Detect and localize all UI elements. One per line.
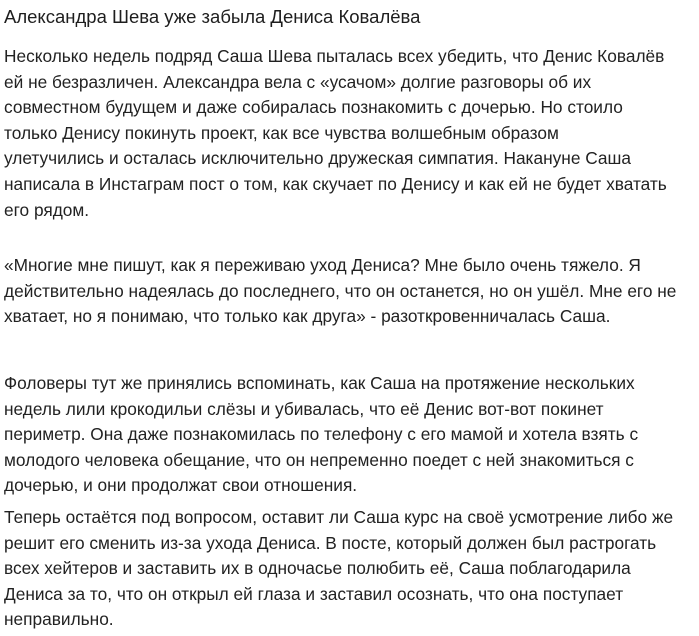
- paragraph-line: улетучились и осталась исключительно дружеская симпатия. Накануне Саша: [4, 148, 632, 169]
- paragraph-line: неправильно.: [4, 609, 114, 630]
- paragraph-line: Несколько недель подряд Саша Шева пыталась всех убедить, что Денис Ковалёв: [4, 46, 665, 66]
- paragraph-line: его рядом.: [4, 199, 90, 220]
- paragraph-line: молодого человека обещание, что он непременно поедет с ней знакомиться с: [4, 449, 634, 470]
- article-paragraph-quote: [4, 253, 676, 330]
- paragraph-line: только Денису покинуть проект, как все чувства волшебным образом: [4, 122, 559, 143]
- article-title: Александра Шева уже забыла Дениса Ковалёва: [4, 6, 421, 27]
- paragraph-line: написала в Инстаграм пост о том, как скучает по Денису и как ей не будет хватать: [4, 173, 667, 194]
- paragraph-line: дочерью, и они продолжат свои отношения.: [4, 475, 358, 496]
- paragraph-line: действительно надеялась до последнего, что он останется, но он ушёл. Мне его не: [4, 280, 677, 301]
- article-paragraph: [4, 371, 638, 499]
- paragraph-line: совместном будущем и даже собиралась познакомить с дочерью. Но стоило: [4, 97, 623, 118]
- paragraph-line: ей не безразличен. Александра вела с «усачом» долгие разговоры об их: [4, 71, 592, 92]
- paragraph-line: недель лили крокодильи слёзы и убивалась, что её Денис вот-вот покинет: [4, 398, 604, 419]
- paragraph-line: всех хейтеров и заставить их в одночасье полюбить её, Саша поблагодарила: [4, 558, 631, 579]
- paragraph-line: решит его сменить из-за ухода Дениса. В посте, который должен был растрогать: [4, 532, 657, 553]
- paragraph-line: Теперь остаётся под вопросом, оставит ли Саша курс на своё усмотрение либо же: [4, 507, 674, 527]
- paragraph-line: Дениса за то, что он открыл ей глаза и заставил осознать, что она поступает: [4, 583, 624, 604]
- article-paragraph: [4, 505, 673, 633]
- paragraph-line: «Многие мне пишут, как я переживаю уход Дениса? Мне было очень тяжело. Я: [4, 255, 641, 275]
- paragraph-line: хватает, но я понимаю, что только как друга» - разоткровенничалась Саша.: [4, 306, 611, 327]
- article-paragraph: [4, 44, 667, 223]
- paragraph-line: Фоловеры тут же принялись вспоминать, как Саша на протяжение нескольких: [4, 373, 635, 393]
- paragraph-line: периметр. Она даже познакомилась по телефону с его мамой и хотела взять с: [4, 424, 639, 445]
